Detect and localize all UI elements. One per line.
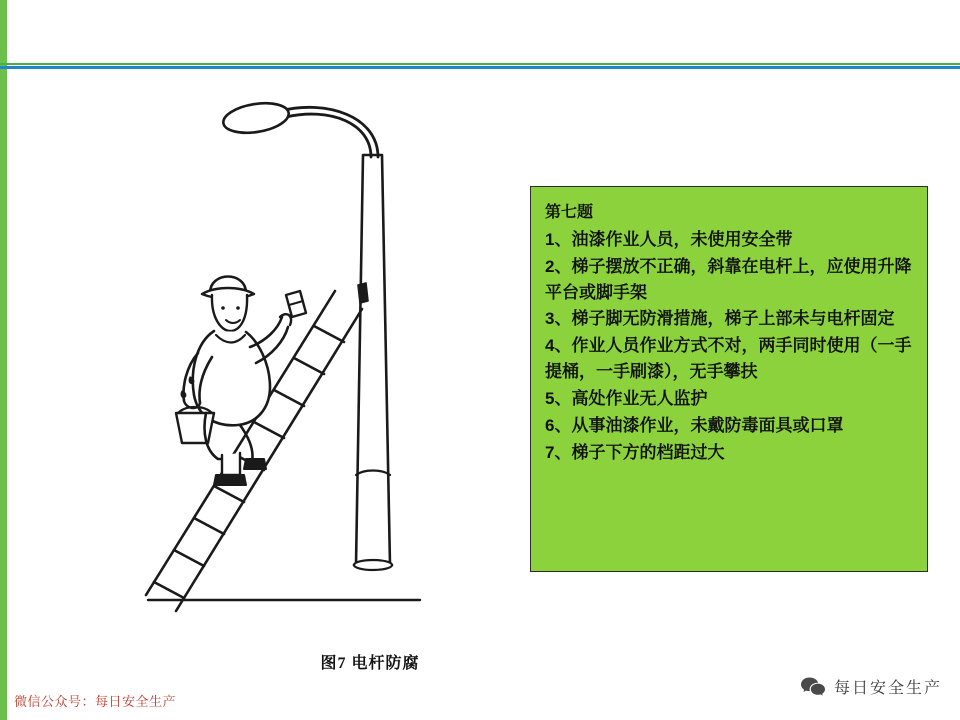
list-item: 2、梯子摆放不正确，斜靠在电杆上，应使用升降平台或脚手架 bbox=[545, 256, 912, 302]
textbox-item-list bbox=[545, 227, 913, 465]
list-item: 5、高处作业无人监护 bbox=[545, 388, 708, 408]
left-accent-band bbox=[0, 0, 7, 720]
list-item: 4、作业人员作业方式不对，两手同时使用（一手提桶，一手刷漆），无手攀扶 bbox=[545, 336, 912, 382]
left-accent-band-mask bbox=[7, 66, 10, 720]
header-rule-blue bbox=[0, 66, 960, 69]
list-item: 6、从事油漆作业，未戴防毒面具或口罩 bbox=[545, 415, 844, 435]
wechat-icon bbox=[800, 676, 826, 698]
list-item: 3、梯子脚无防滑措施，梯子上部未与电杆固定 bbox=[545, 309, 895, 329]
textbox-title: 第七题 bbox=[545, 204, 594, 221]
illustration-pole-painting bbox=[90, 95, 520, 655]
list-item: 7、梯子下方的档距过大 bbox=[545, 442, 725, 462]
footer-watermark-left: 微信公众号：每日安全生产 bbox=[14, 694, 177, 709]
footer-watermark-right bbox=[800, 675, 942, 698]
answer-textbox bbox=[530, 186, 928, 572]
footer-account-name: 每日安全生产 bbox=[833, 680, 942, 697]
header-rule-green bbox=[0, 63, 960, 65]
list-item: 1、油漆作业人员，未使用安全带 bbox=[545, 230, 793, 249]
figure-caption: 图7 电杆防腐 bbox=[320, 655, 420, 672]
